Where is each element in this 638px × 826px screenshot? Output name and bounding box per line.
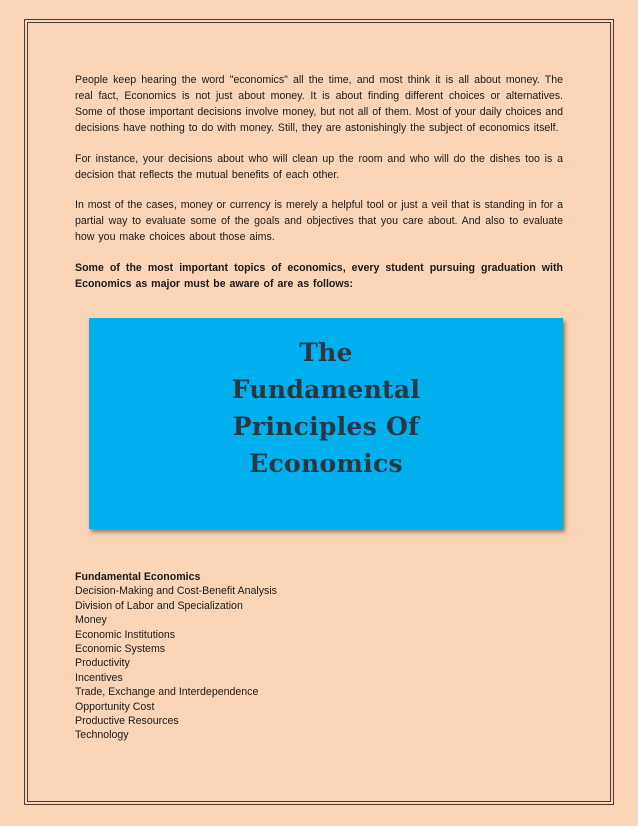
topics-list [75, 584, 563, 742]
list-item: Economic Institutions [75, 628, 176, 641]
banner-line-3: Principles Of [232, 412, 420, 441]
paragraph-money-tool: In most of the cases, money or currency is merely a helpful tool or just a veil that is standing in for a partial way to evaluate some of the goals and objectives that you care about. And also to evaluate how you make choices about those aims. [75, 199, 563, 243]
list-item: Opportunity Cost [75, 700, 155, 713]
list-item: Productive Resources [75, 715, 179, 728]
banner-title [89, 334, 563, 482]
list-item: Decision-Making and Cost-Benefit Analysis [75, 585, 277, 598]
paragraph-example: For instance, your decisions about who will clean up the room and who will do the dishes too is a decision that reflects the mutual benefits of each other. [75, 152, 563, 181]
paragraph-topics-intro: Some of the most important topics of economics, every student pursuing graduation with Economics as major must be aware of are as follows: [75, 261, 563, 290]
list-item: Incentives [75, 671, 123, 684]
banner-line-2: Fundamental [231, 375, 421, 404]
banner-line-1: The [299, 338, 353, 367]
list-item: Trade, Exchange and Interdependence [75, 686, 259, 699]
list-item: Money [75, 614, 107, 627]
list-item: Productivity [75, 657, 130, 670]
list-item: Technology [75, 729, 129, 742]
list-item: Division of Labor and Specialization [75, 599, 243, 612]
paragraph-intro: People keep hearing the word "economics" all the time, and most think it is all about money. The real fact, Economics is not just about money. It is about finding different choices or alternatives. Some of those important decisions involve money, but not all of them. Most of your daily choices and decisions have nothing to do with money. Still, they are astonishingly the subject of economics itself. [75, 74, 563, 134]
banner-line-4: Economics [249, 449, 403, 478]
list-heading: Fundamental Economics [75, 571, 201, 583]
topics-list-section [75, 570, 563, 743]
list-item: Economic Systems [75, 643, 166, 656]
title-banner-image [89, 318, 563, 529]
body-text [75, 72, 563, 306]
